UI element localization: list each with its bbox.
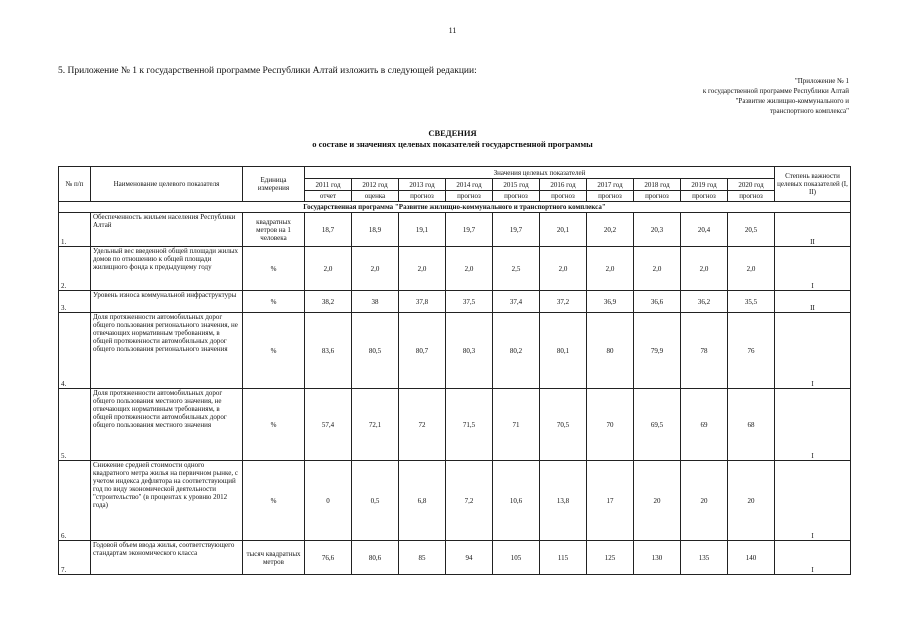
year-header: 2013 год — [399, 179, 446, 191]
indicator-value: 76 — [728, 313, 775, 389]
indicator-value: 80,5 — [352, 313, 399, 389]
indicator-value: 78 — [681, 313, 728, 389]
document-heading — [0, 128, 905, 150]
indicator-value: 6,8 — [399, 461, 446, 541]
indicator-name: Обеспеченность жильем населения Республики Алтай — [91, 213, 243, 247]
indicator-value: 38,2 — [305, 291, 352, 313]
row-number: 1. — [59, 213, 91, 247]
indicator-value: 38 — [352, 291, 399, 313]
indicator-value: 2,5 — [493, 247, 540, 291]
indicator-value: 70,5 — [540, 389, 587, 461]
table-row — [59, 541, 851, 575]
importance-level: II — [775, 291, 851, 313]
indicator-value: 7,2 — [446, 461, 493, 541]
indicator-value: 57,4 — [305, 389, 352, 461]
heading-title: СВЕДЕНИЯ — [428, 128, 477, 138]
indicator-value: 0,5 — [352, 461, 399, 541]
indicator-name: Удельный вес введенной общей площади жилых домов по отношению к общей площади жилищного фонда к предыдущему году — [91, 247, 243, 291]
status-header: прогноз — [634, 191, 681, 202]
table-row — [59, 389, 851, 461]
status-header: прогноз — [587, 191, 634, 202]
indicator-unit: % — [243, 389, 305, 461]
indicator-name: Доля протяженности автомобильных дорог общего пользования местного значения, не отвечающих нормативным требованиям, в общей протяженности автомобильных дорог общего пользования местного значения — [91, 389, 243, 461]
status-header: оценка — [352, 191, 399, 202]
indicator-unit: квадратных метров на 1 человека — [243, 213, 305, 247]
indicator-value: 69,5 — [634, 389, 681, 461]
indicator-value: 85 — [399, 541, 446, 575]
indicator-value: 20 — [634, 461, 681, 541]
indicators-table — [58, 166, 851, 575]
table-row — [59, 461, 851, 541]
importance-level: I — [775, 461, 851, 541]
table-row — [59, 247, 851, 291]
appendix-line: транспортного комплекса" — [769, 107, 849, 115]
indicator-value: 19,7 — [493, 213, 540, 247]
indicator-value: 0 — [305, 461, 352, 541]
indicator-value: 140 — [728, 541, 775, 575]
indicator-value: 115 — [540, 541, 587, 575]
indicator-value: 2,0 — [446, 247, 493, 291]
indicator-value: 2,0 — [540, 247, 587, 291]
indicator-value: 35,5 — [728, 291, 775, 313]
indicator-value: 68 — [728, 389, 775, 461]
indicator-value: 80,3 — [446, 313, 493, 389]
year-header: 2018 год — [634, 179, 681, 191]
row-number: 4. — [59, 313, 91, 389]
status-header: прогноз — [446, 191, 493, 202]
indicator-value: 10,6 — [493, 461, 540, 541]
indicator-unit: % — [243, 313, 305, 389]
appendix-line: "Развитие жилищно-коммунального и — [735, 97, 849, 105]
indicator-value: 71 — [493, 389, 540, 461]
program-row — [59, 202, 851, 213]
indicator-value: 2,0 — [728, 247, 775, 291]
indicator-value: 20,5 — [728, 213, 775, 247]
table-row — [59, 291, 851, 313]
year-header: 2020 год — [728, 179, 775, 191]
indicator-value: 2,0 — [634, 247, 681, 291]
indicator-value: 37,8 — [399, 291, 446, 313]
indicator-value: 37,4 — [493, 291, 540, 313]
intro-text: 5. Приложение № 1 к государственной программе Республики Алтай изложить в следующей редакции: — [58, 66, 477, 76]
indicator-value: 69 — [681, 389, 728, 461]
indicator-value: 76,6 — [305, 541, 352, 575]
header-importance: Степень важности целевых показателей (I, II) — [775, 167, 851, 202]
year-header: 2017 год — [587, 179, 634, 191]
indicator-value: 18,9 — [352, 213, 399, 247]
indicator-value: 79,9 — [634, 313, 681, 389]
appendix-line: к государственной программе Республики Алтай — [702, 87, 849, 95]
indicator-unit: % — [243, 461, 305, 541]
indicator-value: 2,0 — [681, 247, 728, 291]
row-number: 6. — [59, 461, 91, 541]
importance-level: I — [775, 389, 851, 461]
indicator-value: 36,6 — [634, 291, 681, 313]
indicator-value: 80 — [587, 313, 634, 389]
program-title: Государственная программа "Развитие жилищно-коммунального и транспортного комплекса" — [59, 202, 851, 213]
indicator-value: 72 — [399, 389, 446, 461]
appendix-line: "Приложение № 1 — [794, 77, 849, 85]
row-number: 3. — [59, 291, 91, 313]
indicator-value: 37,5 — [446, 291, 493, 313]
indicator-value: 36,9 — [587, 291, 634, 313]
table-row — [59, 313, 851, 389]
header-values-group: Значения целевых показателей — [305, 167, 775, 179]
importance-level: I — [775, 541, 851, 575]
table-row — [59, 213, 851, 247]
indicator-name: Снижение средней стоимости одного квадратного метра жилья на первичном рынке, с учетом индекса дефлятора на соответствующий год по виду экономической деятельности "строительство" (в процентах к уровню 2012 года) — [91, 461, 243, 541]
status-header: прогноз — [540, 191, 587, 202]
indicator-value: 125 — [587, 541, 634, 575]
status-header: отчет — [305, 191, 352, 202]
indicator-name: Уровень износа коммунальной инфраструктуры — [91, 291, 243, 313]
indicator-unit: % — [243, 291, 305, 313]
indicator-value: 37,2 — [540, 291, 587, 313]
year-header: 2016 год — [540, 179, 587, 191]
year-header: 2015 год — [493, 179, 540, 191]
indicator-value: 17 — [587, 461, 634, 541]
indicator-value: 130 — [634, 541, 681, 575]
row-number: 7. — [59, 541, 91, 575]
indicator-value: 13,8 — [540, 461, 587, 541]
importance-level: I — [775, 313, 851, 389]
indicator-value: 135 — [681, 541, 728, 575]
importance-level: I — [775, 247, 851, 291]
indicator-value: 20,3 — [634, 213, 681, 247]
page-number: 11 — [448, 26, 457, 35]
header-unit: Единица измерения — [243, 167, 305, 202]
indicator-value: 20,4 — [681, 213, 728, 247]
indicator-value: 80,6 — [352, 541, 399, 575]
indicator-unit: % — [243, 247, 305, 291]
year-header: 2014 год — [446, 179, 493, 191]
row-number: 2. — [59, 247, 91, 291]
indicator-value: 80,2 — [493, 313, 540, 389]
indicator-value: 20,2 — [587, 213, 634, 247]
indicator-value: 20,1 — [540, 213, 587, 247]
header-name: Наименование целевого показателя — [91, 167, 243, 202]
indicator-value: 18,7 — [305, 213, 352, 247]
indicator-value: 2,0 — [305, 247, 352, 291]
indicator-value: 20 — [728, 461, 775, 541]
indicator-value: 19,7 — [446, 213, 493, 247]
importance-level: II — [775, 213, 851, 247]
indicator-value: 36,2 — [681, 291, 728, 313]
indicator-value: 72,1 — [352, 389, 399, 461]
indicator-value: 80,1 — [540, 313, 587, 389]
indicator-name: Годовой объем ввода жилья, соответствующего стандартам экономического класса — [91, 541, 243, 575]
indicator-value: 2,0 — [399, 247, 446, 291]
year-header: 2012 год — [352, 179, 399, 191]
status-header: прогноз — [493, 191, 540, 202]
header-row — [59, 167, 851, 179]
status-header: прогноз — [399, 191, 446, 202]
status-header: прогноз — [681, 191, 728, 202]
indicator-unit: тысяч квадратных метров — [243, 541, 305, 575]
indicator-value: 94 — [446, 541, 493, 575]
indicator-value: 19,1 — [399, 213, 446, 247]
appendix-reference — [703, 76, 849, 116]
indicator-value: 105 — [493, 541, 540, 575]
status-header: прогноз — [728, 191, 775, 202]
year-header: 2011 год — [305, 179, 352, 191]
indicator-value: 2,0 — [352, 247, 399, 291]
indicator-value: 71,5 — [446, 389, 493, 461]
indicator-value: 80,7 — [399, 313, 446, 389]
heading-subtitle: о составе и значениях целевых показателей государственной программы — [312, 139, 593, 149]
indicator-value: 83,6 — [305, 313, 352, 389]
header-num: № п/п — [59, 167, 91, 202]
indicator-value: 2,0 — [587, 247, 634, 291]
indicator-name: Доля протяженности автомобильных дорог общего пользования регионального значения, не отвечающих нормативным требованиям, в общей протяженности автомобильных дорог общего пользования регионального значения — [91, 313, 243, 389]
indicator-value: 70 — [587, 389, 634, 461]
indicator-value: 20 — [681, 461, 728, 541]
year-header: 2019 год — [681, 179, 728, 191]
row-number: 5. — [59, 389, 91, 461]
